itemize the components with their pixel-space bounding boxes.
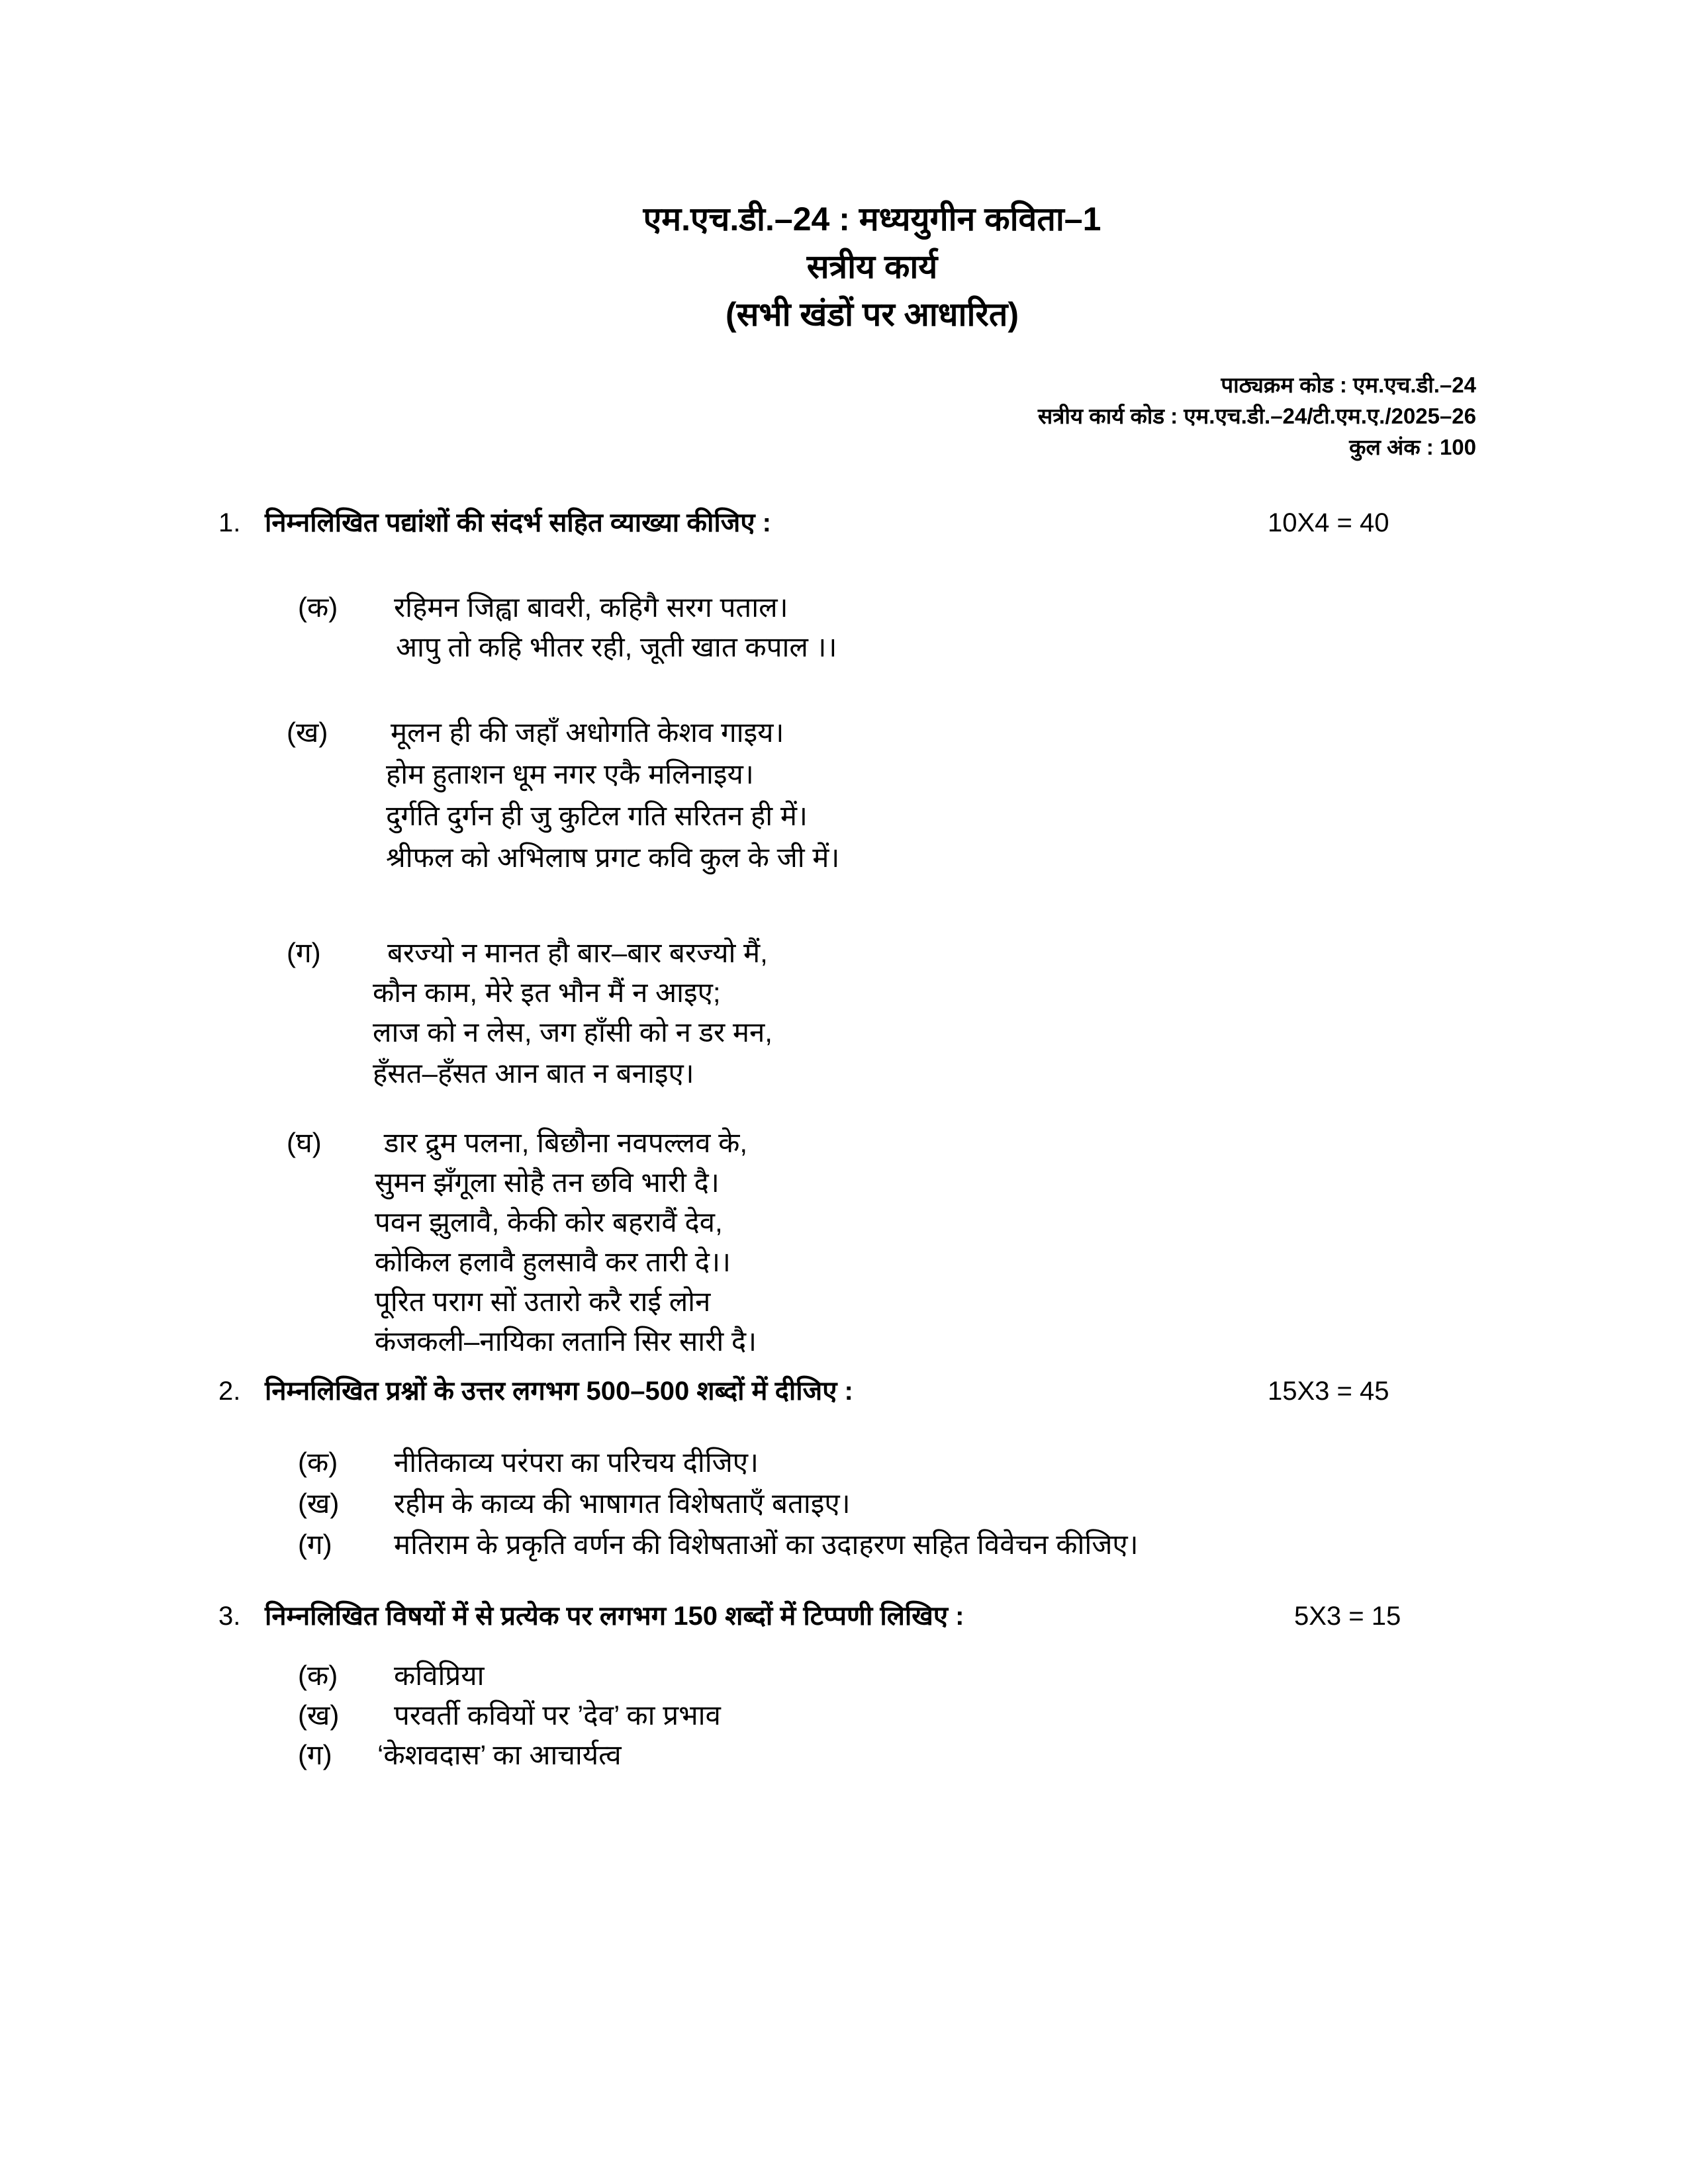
item-label: (क) [298, 1447, 338, 1478]
assignment-code: सत्रीय कार्य कोड : एम.एच.डी.–24/टी.एम.ए./2025–26 [1037, 404, 1476, 428]
question-marks: 10X4 = 40 [1268, 508, 1389, 537]
course-code: पाठ्यक्रम कोड : एम.एच.डी.–24 [1221, 373, 1476, 397]
question-number: 3. [218, 1602, 241, 1631]
title-course: एम.एच.डी.–24 : मध्ययुगीन कविता–1 [643, 201, 1102, 238]
question-text: निम्नलिखित विषयों में से प्रत्येक पर लगभग 150 शब्दों में टिप्पणी लिखिए : [265, 1602, 964, 1631]
verse-line: हँसत–हँसत आन बात न बनाइए। [373, 1058, 694, 1089]
verse-line: होम हुताशन धूम नगर एकै मलिनाइय। [386, 758, 754, 790]
verse-line: कौन काम, मेरे इत भौन मैं न आइए; [373, 977, 721, 1008]
question-number: 1. [218, 508, 241, 537]
verse-line: लाज को न लेस, जग हाँसी को न डर मन, [373, 1017, 773, 1048]
verse-line: रहिमन जिह्वा बावरी, कहिगै सरग पताल। [394, 592, 788, 623]
verse-line: दुर्गति दुर्गन ही जु कुटिल गति सरितन ही में। [386, 800, 808, 831]
verse-line: बरज्यो न मानत हौ बार–बार बरज्यो मैं, [387, 937, 768, 968]
verse-line: सुमन झँगूला सोहै तन छवि भारी दै। [375, 1167, 720, 1198]
question-item: रहीम के काव्य की भाषागत विशेषताएँ बताइए। [394, 1488, 851, 1519]
verse-line: आपु तो कहि भीतर रही, जूती खात कपाल ।। [396, 631, 837, 662]
total-marks: कुल अंक : 100 [1349, 435, 1476, 459]
course-meta [1038, 369, 1476, 463]
question-text: निम्नलिखित पद्यांशों की संदर्भ सहित व्याख्या कीजिए : [265, 508, 771, 537]
verse-line: पवन झुलावै, केकी कोर बहरावैं देव, [375, 1206, 723, 1238]
verse-line: डार द्रुम पलना, बिछौना नवपल्लव के, [384, 1127, 748, 1158]
question-number: 2. [218, 1377, 241, 1406]
title-scope: (सभी खंडों पर आधारित) [725, 296, 1019, 333]
part-label: (घ) [287, 1127, 322, 1158]
part-label: (ख) [287, 717, 328, 748]
item-label: (ग) [298, 1529, 332, 1560]
topic-item: ‘केशवदास’ का आचार्यत्व [377, 1739, 622, 1770]
part-label: (ग) [287, 937, 321, 968]
item-label: (क) [298, 1660, 338, 1691]
question-marks: 15X3 = 45 [1268, 1377, 1389, 1406]
question-text: निम्नलिखित प्रश्नों के उत्तर लगभग 500–500 शब्दों में दीजिए : [265, 1377, 853, 1406]
title-assignment: सत्रीय कार्य [806, 248, 938, 285]
verse-line: मूलन ही की जहाँ अधोगति केशव गाइय। [391, 717, 784, 748]
item-label: (ग) [298, 1739, 332, 1770]
question-marks: 5X3 = 15 [1294, 1602, 1401, 1631]
topic-item: परवर्ती कवियों पर ’देव’ का प्रभाव [394, 1700, 721, 1731]
verse-line: पूरित पराग सों उतारो करै राई लोन [375, 1286, 711, 1317]
item-label: (ख) [298, 1488, 340, 1519]
topic-item: कविप्रिया [394, 1660, 485, 1691]
part-label: (क) [298, 592, 338, 623]
verse-line: श्रीफल को अभिलाष प्रगट कवि कुल के जी में। [386, 842, 840, 873]
question-item: मतिराम के प्रकृति वर्णन की विशेषताओं का उदाहरण सहित विवेचन कीजिए। [394, 1529, 1139, 1560]
document-title [0, 195, 1688, 338]
verse-line: कोकिल हलावै हुलसावै कर तारी दे।। [375, 1246, 731, 1277]
item-label: (ख) [298, 1700, 340, 1731]
verse-line: कंजकली–नायिका लतानि सिर सारी दै। [375, 1326, 757, 1357]
question-item: नीतिकाव्य परंपरा का परिचय दीजिए। [394, 1447, 759, 1478]
